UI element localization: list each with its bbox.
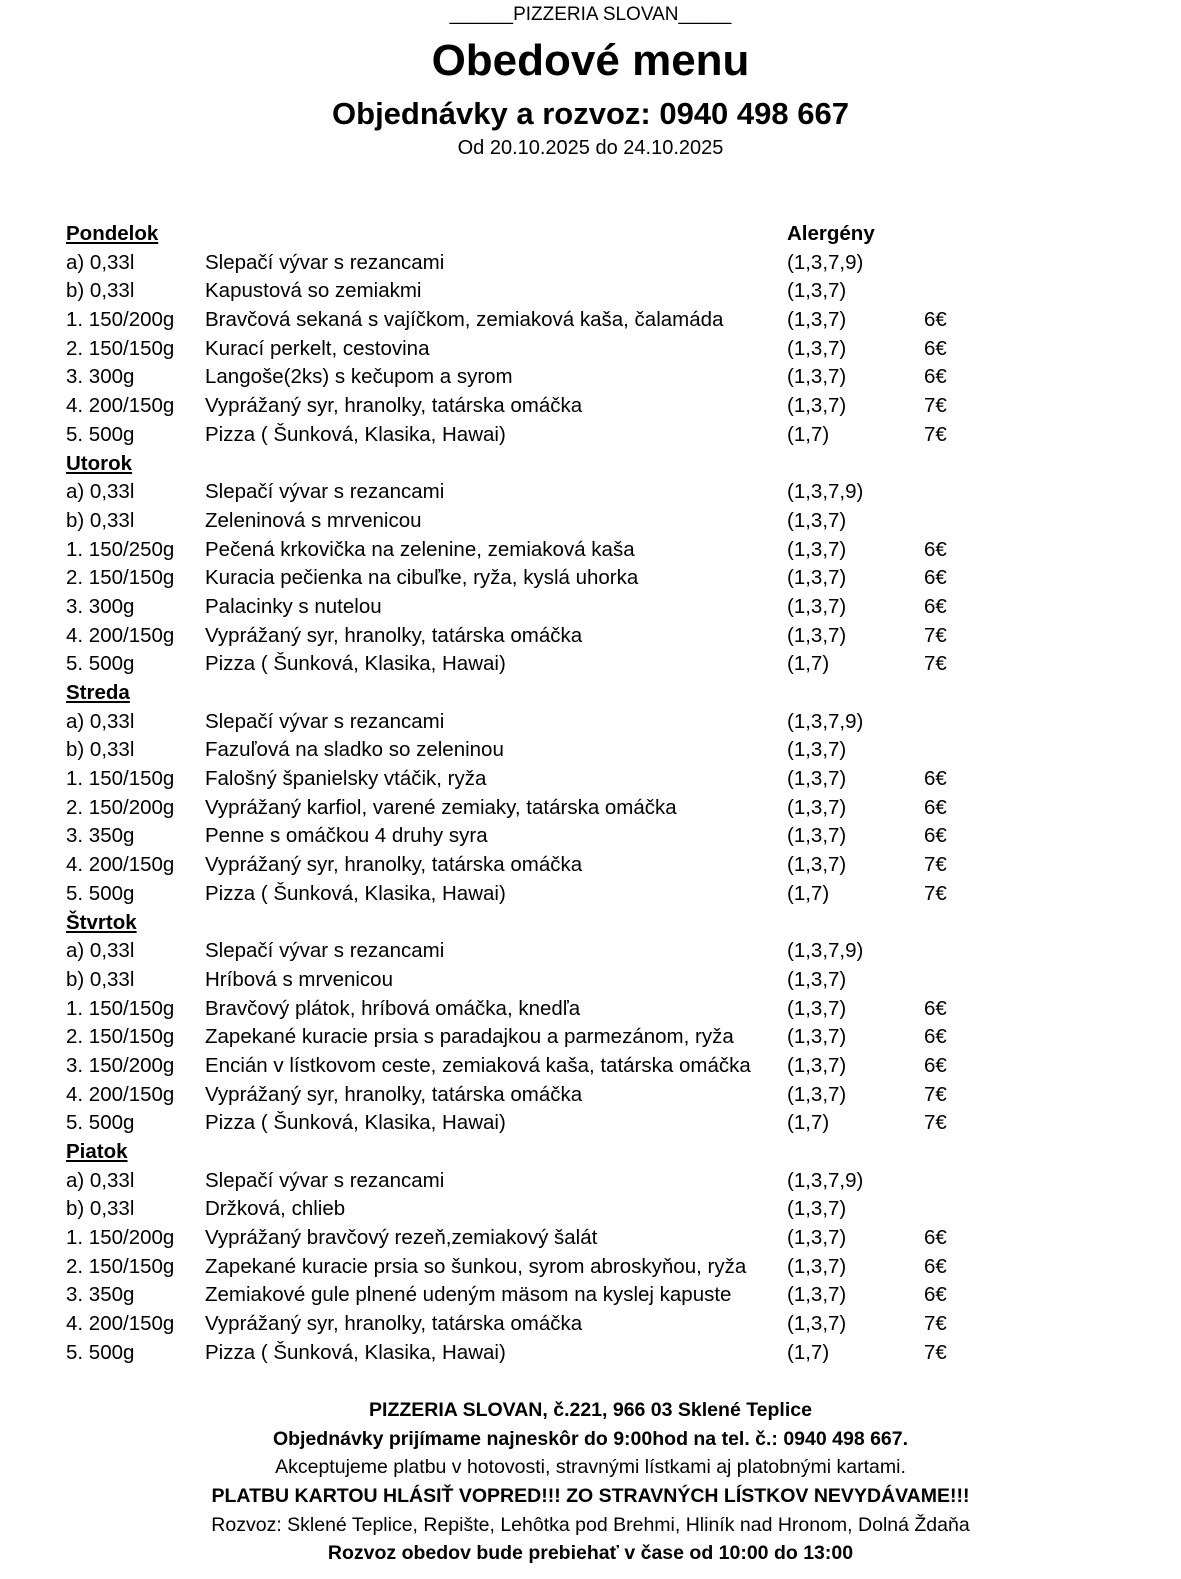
item-portion: b) 0,33l	[66, 738, 135, 762]
item-allergens: (1,7)	[787, 422, 830, 446]
item-price: 7€	[924, 853, 947, 877]
item-description: Vyprážaný karfiol, varené zemiaky, tatárska omáčka	[205, 795, 677, 819]
menu-item-row	[66, 1195, 1066, 1224]
menu-item-row	[66, 1310, 1066, 1339]
day-name: Pondelok	[66, 222, 159, 245]
item-description: Langoše(2ks) s kečupom a syrom	[205, 365, 513, 389]
item-allergens: (1,3,7)	[787, 1053, 847, 1077]
item-portion: a) 0,33l	[66, 1168, 135, 1192]
menu-item-row	[66, 736, 1066, 765]
menu-item-row	[66, 277, 1066, 306]
item-description: Pizza ( Šunková, Klasika, Hawai)	[205, 422, 506, 446]
item-portion: 3. 350g	[66, 1283, 135, 1307]
item-portion: 5. 500g	[66, 1111, 135, 1135]
day-header	[66, 1138, 1066, 1167]
item-price: 6€	[924, 365, 947, 389]
item-portion: 3. 300g	[66, 365, 135, 389]
item-price: 7€	[924, 1082, 947, 1106]
item-portion: a) 0,33l	[66, 250, 135, 274]
item-allergens: (1,3,7)	[787, 594, 847, 618]
menu-item-row	[66, 822, 1066, 851]
item-price: 6€	[924, 996, 947, 1020]
menu-item-row	[66, 794, 1066, 823]
item-portion: b) 0,33l	[66, 279, 135, 303]
menu-item-row	[66, 1224, 1066, 1253]
menu-item-row	[66, 851, 1066, 880]
item-portion: 5. 500g	[66, 881, 135, 905]
menu-item-row	[66, 335, 1066, 364]
item-price: 6€	[924, 594, 947, 618]
item-price: 7€	[924, 1340, 947, 1364]
item-price: 7€	[924, 1111, 947, 1135]
item-allergens: (1,3,7)	[787, 308, 847, 332]
item-allergens: (1,3,7,9)	[787, 480, 864, 504]
item-allergens: (1,3,7)	[787, 394, 847, 418]
menu-item-row	[66, 1081, 1066, 1110]
item-description: Zapekané kuracie prsia s paradajkou a parmezánom, ryža	[205, 1025, 734, 1049]
item-allergens: (1,3,7)	[787, 566, 847, 590]
item-portion: 2. 150/150g	[66, 566, 175, 590]
item-portion: 1. 150/200g	[66, 1226, 175, 1250]
menu-item-row	[66, 937, 1066, 966]
item-allergens: (1,3,7)	[787, 795, 847, 819]
menu-item-row	[66, 1339, 1066, 1368]
day-name: Utorok	[66, 451, 133, 475]
item-description: Kapustová so zemiakmi	[205, 279, 422, 303]
item-description: Hríbová s mrvenicou	[205, 967, 393, 991]
item-allergens: (1,7)	[787, 652, 830, 676]
allergens-column-header: Alergény	[787, 222, 875, 245]
item-allergens: (1,7)	[787, 1340, 830, 1364]
footer-payment: Akceptujeme platbu v hotovosti, stravnými lístkami aj platobnými kartami.	[275, 1456, 906, 1479]
day-header	[66, 220, 1066, 249]
item-allergens: (1,3,7)	[787, 365, 847, 389]
item-portion: 2. 150/150g	[66, 336, 175, 360]
menu-item-row	[66, 507, 1066, 536]
item-allergens: (1,3,7)	[787, 853, 847, 877]
menu-item-row	[66, 421, 1066, 450]
item-description: Pizza ( Šunková, Klasika, Hawai)	[205, 1111, 506, 1135]
item-allergens: (1,3,7)	[787, 336, 847, 360]
item-price: 6€	[924, 308, 947, 332]
menu-item-row	[66, 1052, 1066, 1081]
item-price: 7€	[924, 394, 947, 418]
menu-item-row	[66, 765, 1066, 794]
item-description: Zapekané kuracie prsia so šunkou, syrom abroskyňou, ryža	[205, 1254, 747, 1278]
footer-address: PIZZERIA SLOVAN, č.221, 966 03 Sklené Teplice	[369, 1399, 812, 1421]
item-portion: 3. 350g	[66, 824, 135, 848]
item-allergens: (1,3,7)	[787, 996, 847, 1020]
item-portion: 1. 150/150g	[66, 767, 175, 791]
item-price: 7€	[924, 422, 947, 446]
item-allergens: (1,3,7,9)	[787, 709, 864, 733]
item-price: 6€	[924, 1283, 947, 1307]
item-price: 6€	[924, 795, 947, 819]
item-description: Pečená krkovička na zelenine, zemiaková kaša	[205, 537, 635, 561]
item-description: Vyprážaný syr, hranolky, tatárska omáčka	[205, 623, 583, 647]
item-description: Fazuľová na sladko so zeleninou	[205, 738, 504, 762]
menu-item-row	[66, 564, 1066, 593]
item-portion: 5. 500g	[66, 1340, 135, 1364]
item-allergens: (1,3,7)	[787, 279, 847, 303]
item-description: Zeleninová s mrvenicou	[205, 508, 422, 532]
item-allergens: (1,3,7)	[787, 767, 847, 791]
item-description: Bravčový plátok, hríbová omáčka, knedľa	[205, 996, 581, 1020]
item-portion: 2. 150/200g	[66, 795, 175, 819]
day-header	[66, 909, 1066, 938]
footer-card-notice: PLATBU KARTOU HLÁSIŤ VOPRED!!! ZO STRAVNÝCH LÍSTKOV NEVYDÁVAME!!!	[211, 1485, 970, 1508]
item-portion: 3. 300g	[66, 594, 135, 618]
item-allergens: (1,3,7)	[787, 537, 847, 561]
item-description: Zemiakové gule plnené udeným mäsom na kyslej kapuste	[205, 1283, 732, 1307]
menu-item-row	[66, 708, 1066, 737]
item-description: Pizza ( Šunková, Klasika, Hawai)	[205, 1340, 506, 1364]
item-description: Bravčová sekaná s vajíčkom, zemiaková kaša, čalamáda	[205, 308, 724, 332]
item-description: Vyprážaný bravčový rezeň,zemiakový šalát	[205, 1226, 598, 1250]
day-name: Streda	[66, 681, 130, 704]
item-portion: b) 0,33l	[66, 967, 135, 991]
footer-delivery-time: Rozvoz obedov bude prebiehať v čase od 10:00 do 13:00	[327, 1542, 854, 1565]
item-price: 6€	[924, 1053, 947, 1077]
item-portion: a) 0,33l	[66, 480, 135, 504]
item-allergens: (1,3,7)	[787, 1197, 847, 1221]
item-allergens: (1,3,7)	[787, 1254, 847, 1278]
item-portion: 4. 200/150g	[66, 623, 175, 647]
weekly-menu	[66, 220, 1066, 1368]
menu-item-row	[66, 363, 1066, 392]
item-allergens: (1,3,7)	[787, 1082, 847, 1106]
item-price: 6€	[924, 537, 947, 561]
item-description: Palacinky s nutelou	[205, 594, 382, 618]
item-price: 6€	[924, 566, 947, 590]
menu-item-row	[66, 966, 1066, 995]
item-portion: 2. 150/150g	[66, 1254, 175, 1278]
item-allergens: (1,3,7)	[787, 738, 847, 762]
item-description: Pizza ( Šunková, Klasika, Hawai)	[205, 652, 506, 676]
item-price: 7€	[924, 652, 947, 676]
menu-item-row	[66, 1253, 1066, 1282]
item-description: Penne s omáčkou 4 druhy syra	[205, 824, 488, 848]
item-price: 7€	[924, 881, 947, 905]
footer-delivery-area: Rozvoz: Sklené Teplice, Repište, Lehôtka pod Brehmi, Hliník nad Hronom, Dolná Ždaňa	[211, 1513, 970, 1536]
item-portion: 4. 200/150g	[66, 1082, 175, 1106]
item-description: Kurací perkelt, cestovina	[205, 336, 430, 360]
item-portion: b) 0,33l	[66, 508, 135, 532]
menu-item-row	[66, 880, 1066, 909]
item-portion: 4. 200/150g	[66, 853, 175, 877]
item-description: Vyprážaný syr, hranolky, tatárska omáčka	[205, 1312, 583, 1336]
page-title: Obedové menu	[431, 36, 750, 85]
item-portion: a) 0,33l	[66, 709, 135, 733]
item-price: 7€	[924, 623, 947, 647]
item-allergens: (1,3,7)	[787, 508, 847, 532]
item-price: 6€	[924, 1254, 947, 1278]
menu-item-row	[66, 1167, 1066, 1196]
item-description: Slepačí vývar s rezancami	[205, 250, 445, 274]
item-description: Slepačí vývar s rezancami	[205, 1168, 445, 1192]
item-allergens: (1,3,7,9)	[787, 1168, 864, 1192]
item-description: Falošný španielsky vtáčik, ryža	[205, 767, 487, 791]
item-portion: 1. 150/150g	[66, 996, 175, 1020]
item-description: Držková, chlieb	[205, 1197, 346, 1221]
item-allergens: (1,3,7)	[787, 623, 847, 647]
item-allergens: (1,3,7,9)	[787, 250, 864, 274]
item-portion: a) 0,33l	[66, 939, 135, 963]
item-portion: 3. 150/200g	[66, 1053, 175, 1077]
item-description: Vyprážaný syr, hranolky, tatárska omáčka	[205, 1082, 583, 1106]
item-allergens: (1,3,7)	[787, 1226, 847, 1250]
item-description: Kuracia pečienka na cibuľke, ryža, kyslá uhorka	[205, 566, 639, 590]
item-allergens: (1,3,7,9)	[787, 939, 864, 963]
menu-item-row	[66, 1023, 1066, 1052]
day-header	[66, 450, 1066, 479]
item-price: 6€	[924, 1025, 947, 1049]
header-top-line: ______PIZZERIA SLOVAN_____	[449, 4, 732, 25]
menu-item-row	[66, 593, 1066, 622]
item-allergens: (1,3,7)	[787, 967, 847, 991]
menu-item-row	[66, 392, 1066, 421]
item-price: 7€	[924, 1312, 947, 1336]
footer-orders: Objednávky prijímame najneskôr do 9:00hod na tel. č.: 0940 498 667.	[272, 1427, 909, 1450]
item-allergens: (1,7)	[787, 881, 830, 905]
item-description: Slepačí vývar s rezancami	[205, 480, 445, 504]
menu-item-row	[66, 1281, 1066, 1310]
day-header	[66, 679, 1066, 708]
item-portion: 2. 150/150g	[66, 1025, 175, 1049]
menu-item-row	[66, 995, 1066, 1024]
menu-item-row	[66, 650, 1066, 679]
menu-item-row	[66, 622, 1066, 651]
item-portion: b) 0,33l	[66, 1197, 135, 1221]
day-name: Štvrtok	[66, 910, 137, 934]
footer	[0, 1396, 1181, 1568]
item-portion: 1. 150/250g	[66, 537, 175, 561]
item-description: Pizza ( Šunková, Klasika, Hawai)	[205, 881, 506, 905]
order-phone-line: Objednávky a rozvoz: 0940 498 667	[332, 96, 849, 131]
item-portion: 4. 200/150g	[66, 394, 175, 418]
item-description: Encián v lístkovom ceste, zemiaková kaša, tatárska omáčka	[205, 1053, 751, 1077]
item-price: 6€	[924, 336, 947, 360]
item-allergens: (1,3,7)	[787, 824, 847, 848]
menu-date-range: Od 20.10.2025 do 24.10.2025	[457, 137, 724, 159]
item-description: Slepačí vývar s rezancami	[205, 709, 445, 733]
menu-item-row	[66, 536, 1066, 565]
day-name: Piatok	[66, 1140, 128, 1163]
item-portion: 5. 500g	[66, 422, 135, 446]
menu-item-row	[66, 306, 1066, 335]
item-allergens: (1,3,7)	[787, 1025, 847, 1049]
menu-item-row	[66, 1109, 1066, 1138]
item-portion: 1. 150/200g	[66, 308, 175, 332]
item-description: Slepačí vývar s rezancami	[205, 939, 445, 963]
item-price: 6€	[924, 1226, 947, 1250]
item-allergens: (1,7)	[787, 1111, 830, 1135]
item-allergens: (1,3,7)	[787, 1283, 847, 1307]
item-portion: 5. 500g	[66, 652, 135, 676]
item-allergens: (1,3,7)	[787, 1312, 847, 1336]
menu-item-row	[66, 249, 1066, 278]
item-price: 6€	[924, 824, 947, 848]
menu-item-row	[66, 478, 1066, 507]
item-price: 6€	[924, 767, 947, 791]
item-description: Vyprážaný syr, hranolky, tatárska omáčka	[205, 394, 583, 418]
item-portion: 4. 200/150g	[66, 1312, 175, 1336]
item-description: Vyprážaný syr, hranolky, tatárska omáčka	[205, 853, 583, 877]
